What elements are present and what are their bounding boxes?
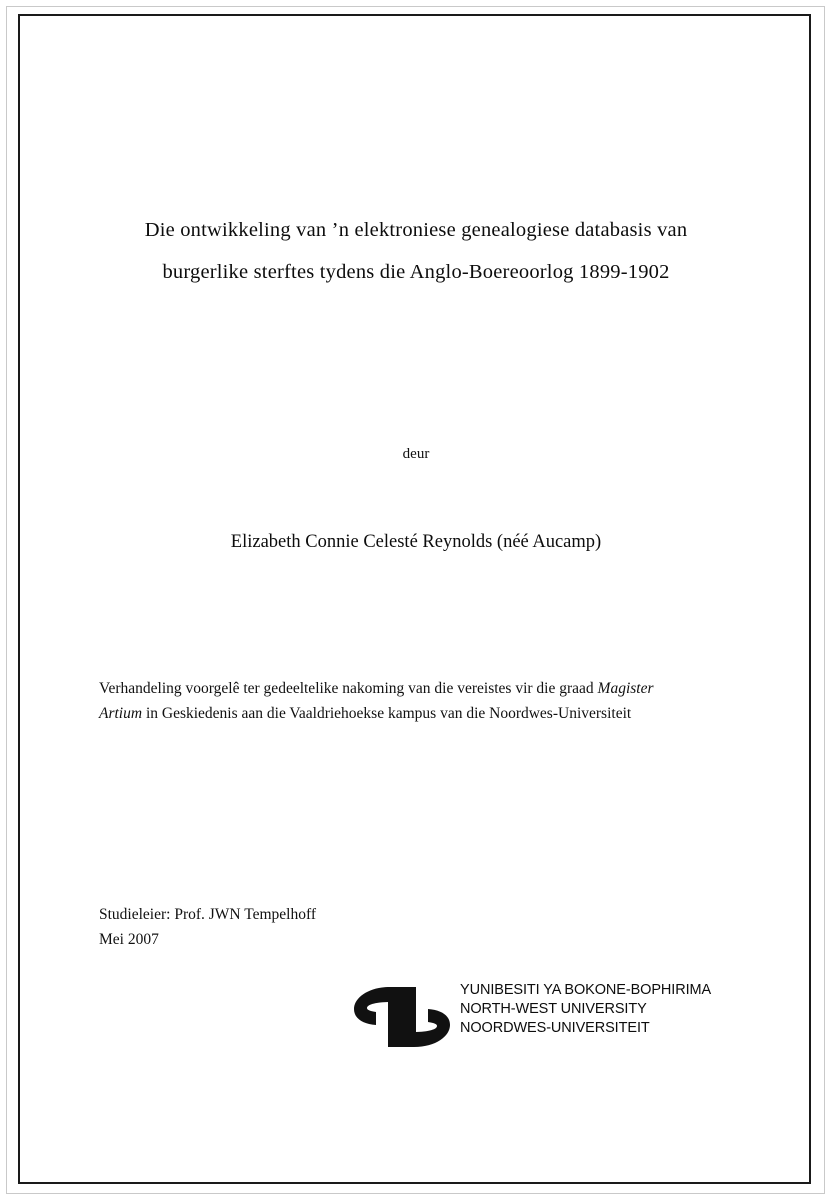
submission-date: Mei 2007 <box>99 931 159 948</box>
title-page-content <box>96 14 736 1184</box>
university-logo-text <box>460 981 711 1038</box>
title-line-2: burgerlike sterftes tydens die Anglo-Boereoorlog 1899-1902 <box>162 261 670 283</box>
submission-part-2: in Geskiedenis aan die Vaaldriehoekse kampus van die Noordwes-Universiteit <box>142 705 632 722</box>
author-name: Elizabeth Connie Celesté Reynolds (néé Aucamp) <box>230 532 602 552</box>
logo-line-tswana: YUNIBESITI YA BOKONE-BOPHIRIMA <box>460 982 712 998</box>
degree-name: Magister Artium <box>99 680 654 722</box>
submission-statement <box>99 676 699 726</box>
page-title <box>96 209 736 293</box>
title-line-1: Die ontwikkeling van ’n elektroniese genealogiese databasis van <box>144 219 688 241</box>
submission-text <box>99 680 654 722</box>
logo-line-afrikaans: NOORDWES-UNIVERSITEIT <box>460 1020 650 1036</box>
logo-line-english: NORTH-WEST UNIVERSITY <box>460 1001 647 1017</box>
submission-part-1: Verhandeling voorgelê ter gedeeltelike nakoming van die vereistes vir die graad <box>99 680 598 697</box>
supervisor-name: Studieleier: Prof. JWN Tempelhoff <box>99 906 317 923</box>
by-word: deur <box>402 446 430 462</box>
north-west-university-logo-icon <box>344 983 460 1051</box>
supervisor-block <box>99 902 699 952</box>
university-logo-block <box>248 979 712 1051</box>
